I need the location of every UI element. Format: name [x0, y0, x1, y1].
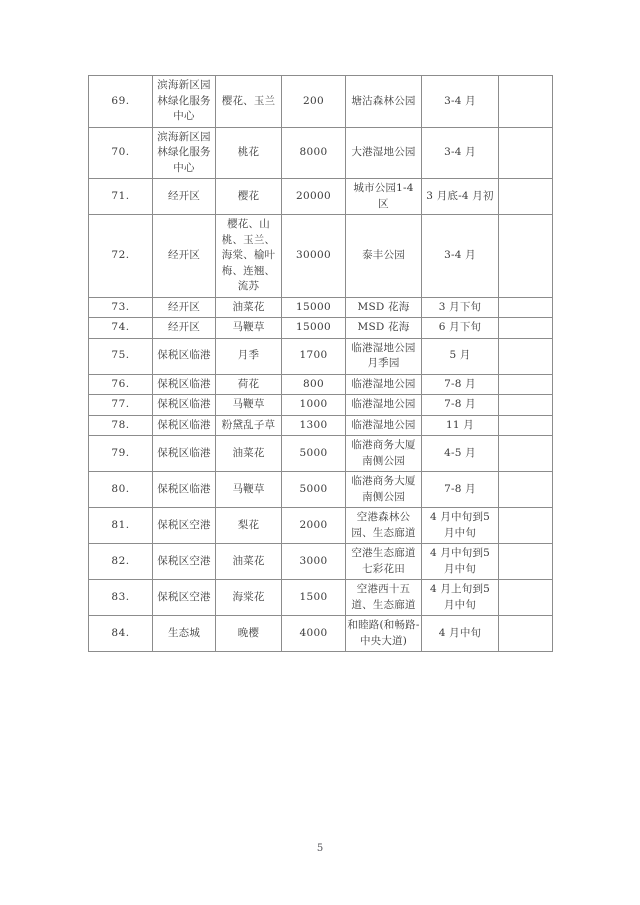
- cell-index: 76.: [89, 374, 153, 395]
- cell-species: 晚樱: [216, 616, 282, 652]
- cell-organization: 保税区临港: [153, 374, 216, 395]
- cell-organization: 滨海新区园林绿化服务中心: [153, 76, 216, 128]
- cell-organization: 保税区空港: [153, 508, 216, 544]
- cell-index: 74.: [89, 318, 153, 339]
- cell-note: [499, 395, 553, 416]
- table-row: [89, 395, 553, 416]
- cell-location: 临港湿地公园: [346, 374, 422, 395]
- cell-index: 72.: [89, 215, 153, 298]
- cell-quantity: 4000: [282, 616, 346, 652]
- table-row: [89, 616, 553, 652]
- cell-note: [499, 127, 553, 179]
- cell-species: 梨花: [216, 508, 282, 544]
- cell-period: 4 月中旬: [422, 616, 499, 652]
- cell-quantity: 15000: [282, 318, 346, 339]
- cell-quantity: 8000: [282, 127, 346, 179]
- cell-period: 4-5 月: [422, 436, 499, 472]
- cell-organization: 保税区临港: [153, 472, 216, 508]
- cell-organization: 经开区: [153, 297, 216, 318]
- cell-location: 和睦路(和畅路-中央大道): [346, 616, 422, 652]
- cell-species: 海棠花: [216, 580, 282, 616]
- cell-location: 空港森林公园、生态廊道: [346, 508, 422, 544]
- cell-organization: 经开区: [153, 318, 216, 339]
- cell-species: 粉黛乱子草: [216, 415, 282, 436]
- cell-period: 5 月: [422, 338, 499, 374]
- cell-note: [499, 297, 553, 318]
- cell-quantity: 800: [282, 374, 346, 395]
- cell-note: [499, 436, 553, 472]
- table-row: [89, 374, 553, 395]
- cell-period: 7-8 月: [422, 395, 499, 416]
- cell-organization: 保税区临港: [153, 436, 216, 472]
- table-row: [89, 472, 553, 508]
- cell-organization: 保税区空港: [153, 580, 216, 616]
- cell-quantity: 20000: [282, 179, 346, 215]
- cell-species: 樱花、玉兰: [216, 76, 282, 128]
- cell-index: 71.: [89, 179, 153, 215]
- cell-index: 81.: [89, 508, 153, 544]
- cell-index: 77.: [89, 395, 153, 416]
- cell-quantity: 30000: [282, 215, 346, 298]
- cell-index: 84.: [89, 616, 153, 652]
- cell-location: 空港西十五道、生态廊道: [346, 580, 422, 616]
- cell-period: 3 月下旬: [422, 297, 499, 318]
- cell-note: [499, 508, 553, 544]
- table-row: [89, 318, 553, 339]
- cell-quantity: 3000: [282, 544, 346, 580]
- cell-index: 78.: [89, 415, 153, 436]
- table-row: [89, 415, 553, 436]
- cell-note: [499, 215, 553, 298]
- cell-location: 泰丰公园: [346, 215, 422, 298]
- cell-species: 油菜花: [216, 297, 282, 318]
- cell-species: 月季: [216, 338, 282, 374]
- cell-quantity: 1500: [282, 580, 346, 616]
- cell-species: 桃花: [216, 127, 282, 179]
- cell-note: [499, 544, 553, 580]
- cell-index: 82.: [89, 544, 153, 580]
- table-row: [89, 215, 553, 298]
- cell-organization: 保税区临港: [153, 415, 216, 436]
- cell-organization: 保税区临港: [153, 395, 216, 416]
- cell-location: 临港商务大厦南侧公园: [346, 436, 422, 472]
- table-row: [89, 76, 553, 128]
- cell-quantity: 15000: [282, 297, 346, 318]
- cell-period: 7-8 月: [422, 472, 499, 508]
- cell-quantity: 1000: [282, 395, 346, 416]
- table-row: [89, 508, 553, 544]
- table-row: [89, 544, 553, 580]
- cell-location: 塘沽森林公园: [346, 76, 422, 128]
- cell-species: 樱花: [216, 179, 282, 215]
- cell-quantity: 200: [282, 76, 346, 128]
- cell-period: 3-4 月: [422, 215, 499, 298]
- cell-quantity: 5000: [282, 472, 346, 508]
- table-row: [89, 338, 553, 374]
- cell-species: 荷花: [216, 374, 282, 395]
- cell-index: 80.: [89, 472, 153, 508]
- cell-period: 4 月中旬到5 月中旬: [422, 544, 499, 580]
- table-row: [89, 179, 553, 215]
- cell-period: 4 月中旬到5 月中旬: [422, 508, 499, 544]
- cell-location: 临港商务大厦南侧公园: [346, 472, 422, 508]
- cell-location: MSD 花海: [346, 318, 422, 339]
- cell-species: 马鞭草: [216, 472, 282, 508]
- cell-location: MSD 花海: [346, 297, 422, 318]
- cell-location: 大港湿地公园: [346, 127, 422, 179]
- page-number: 5: [316, 843, 324, 854]
- cell-note: [499, 318, 553, 339]
- table-body: [89, 76, 553, 652]
- cell-period: 11 月: [422, 415, 499, 436]
- cell-index: 73.: [89, 297, 153, 318]
- cell-location: 空港生态廊道七彩花田: [346, 544, 422, 580]
- cell-species: 马鞭草: [216, 395, 282, 416]
- cell-species: 油菜花: [216, 544, 282, 580]
- cell-period: 3 月底-4 月初: [422, 179, 499, 215]
- cell-location: 城市公园1-4 区: [346, 179, 422, 215]
- cell-species: 樱花、山桃、玉兰、海棠、榆叶梅、连翘、流苏: [216, 215, 282, 298]
- cell-organization: 经开区: [153, 179, 216, 215]
- flower-planting-table: [88, 75, 553, 652]
- cell-note: [499, 76, 553, 128]
- cell-organization: 经开区: [153, 215, 216, 298]
- cell-index: 75.: [89, 338, 153, 374]
- cell-species: 马鞭草: [216, 318, 282, 339]
- cell-index: 79.: [89, 436, 153, 472]
- cell-location: 临港湿地公园: [346, 415, 422, 436]
- cell-note: [499, 338, 553, 374]
- cell-organization: 保税区空港: [153, 544, 216, 580]
- cell-organization: 保税区临港: [153, 338, 216, 374]
- cell-index: 70.: [89, 127, 153, 179]
- cell-note: [499, 374, 553, 395]
- cell-period: 7-8 月: [422, 374, 499, 395]
- table-row: [89, 297, 553, 318]
- cell-organization: 生态城: [153, 616, 216, 652]
- cell-note: [499, 616, 553, 652]
- cell-period: 6 月下旬: [422, 318, 499, 339]
- cell-period: 3-4 月: [422, 127, 499, 179]
- cell-note: [499, 179, 553, 215]
- table-row: [89, 580, 553, 616]
- table-row: [89, 127, 553, 179]
- cell-period: 3-4 月: [422, 76, 499, 128]
- cell-period: 4 月上旬到5 月中旬: [422, 580, 499, 616]
- cell-quantity: 5000: [282, 436, 346, 472]
- cell-index: 69.: [89, 76, 153, 128]
- cell-note: [499, 415, 553, 436]
- cell-organization: 滨海新区园林绿化服务中心: [153, 127, 216, 179]
- cell-note: [499, 580, 553, 616]
- cell-index: 83.: [89, 580, 153, 616]
- cell-quantity: 1300: [282, 415, 346, 436]
- table-row: [89, 436, 553, 472]
- cell-location: 临港湿地公园: [346, 395, 422, 416]
- cell-quantity: 1700: [282, 338, 346, 374]
- cell-note: [499, 472, 553, 508]
- cell-quantity: 2000: [282, 508, 346, 544]
- cell-location: 临港湿地公园月季园: [346, 338, 422, 374]
- cell-species: 油菜花: [216, 436, 282, 472]
